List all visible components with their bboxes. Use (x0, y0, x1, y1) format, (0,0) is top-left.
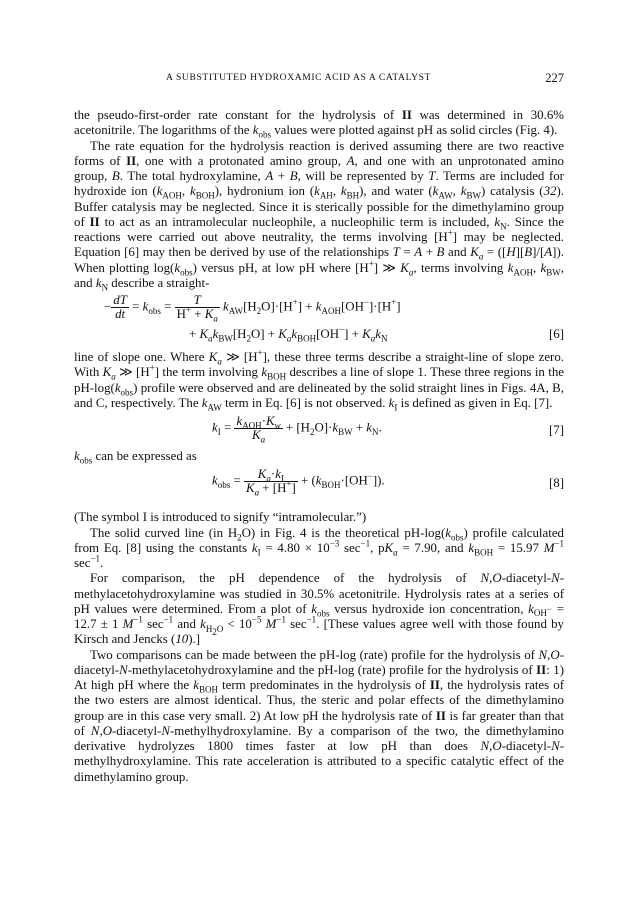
paragraph-3: line of slope one. Where $K_a$ ≫ [H+], these three terms describe a straight-line of slope zero. With $K_a$ ≫ [H+] the term involving $k_{BOH}$ describes a line of slope 1. These three regions in the $pH-\log(k_{obs})$ profile were observed and are delineated by the solid straight lines in Figs. 4A, B, and C, respectively. The $k_{AW}$ term in Eq. [6] is not observed. $k_I$ is defined as given in Eq. [7]. (74, 347, 564, 413)
paragraph-2: The rate equation for the hydrolysis reaction is derived assuming there are two reactive forms of II, one with a protonated amino group, A, and one with an unprotonated amino group, B. The total hydroxylamine, A + B, will be represented by T. Terms are included for hydroxide ion ($k_{AOH}$, $k_{BOH}$), hydronium ion ($k_{AH}$, $k_{BH}$), and water ($k_{AW}$, $k_{BW}$) catalysis (32). Buffer catalysis may be neglected. Since it is sterically possible for the dimethylamino group of II to act as an intramolecular nucleophile, a nucleophilic term is included, $k_N$. Since the reactions were carried out above neutrality, the terms involving [H+] may be neglected. Equation [6] may then be derived by use of the relationships T = A + B and $K_a = ([H][B]/[A])$. When plotting $\log(k_{obs})$ versus pH, at low pH where [H+] ≫ $K_a$, terms involving $k_{AOH}$, $k_{BW}$, and $k_N$ describe a straight- (74, 138, 565, 293)
equation-8: $k_{obs}$ = $\frac{K_a\cdot k_I}{K_a + [H^+]}$ + $(k_{BOH}\cdot[OH^-])$. [8] (212, 467, 564, 498)
equation-8-label: [8] (548, 476, 564, 491)
equation-6: − $\frac{dT}{dt}$ = $k_{obs}$ = $\frac{T}{H^+ + K_a}$ $k_{AW}[H_2O]\cdot[H^+] + k_{AOH}[OH^-]\cdot[H^+]$ + $K_ak_{BW}[H_2O] + K_ak_{BOH}[OH^-] + K_ak_N$ [6] (104, 293, 564, 344)
article-body (74, 108, 564, 785)
running-title: A SUBSTITUTED HYDROXAMIC ACID AS A CATALYST (166, 72, 432, 83)
equation-6-label: [6] (548, 327, 564, 341)
page-number: 227 (545, 71, 564, 85)
paragraph-1: the pseudo-first-order rate constant for the hydrolysis of II was determined in 30.6% acetonitrile. The logarithms of the $k_{obs}$ values were plotted against pH as solid circles (Fig. 4). (74, 108, 564, 140)
paragraph-8: Two comparisons can be made between the pH-log (rate) profile for the hydrolysis of N,O-diacetyl-N-methylacetohydroxylamine and the pH-log (rate) profile for the hydrolysis of II: 1) At high pH where the $k_{BOH}$ term predominates in the hydrolysis of II, the hydrolysis rates of the two esters are almost identical. Thus, the steric and polar effects of the dimethylamino group are in this case very small. 2) At low pH the hydrolysis rate of II is far greater than that of N,O-diacetyl-N-methylhydroxylamine. By a comparison of the two, the dimethylamino derivative hydrolyzes 1800 times faster at low pH than does N,O-diacetyl-N-methylhydroxylamine. This rate acceleration is attributed to a specific catalytic effect of the dimethylamino group. (74, 647, 565, 784)
paragraph-7: For comparison, the pH dependence of the hydrolysis of N,O-diacetyl-N-methylacetohydroxylamine was studied in 30.5% acetonitrile. Hydrolysis rates at a series of pH values were determined. From a plot of $k_{obs}$ versus hydroxide ion concentration, $k_{OH^-} = 12.7 \pm 1$ $M^{-1}$ $\sec^{-1}$ and $k_{H_2O} < 10^{-5}$ $M^{-1}$ $\sec^{-1}$. [These values agree well with those found by Kirsch and Jencks (10).] (74, 571, 565, 647)
equation-7-label: [7] (548, 423, 564, 437)
paragraph-6: The solid curved line (in $H_2O$) in Fig. 4 is the theoretical $pH-\log(k_{obs})$ profile calculated from Eq. [8] using the constants $k_I = 4.80 \times 10^{-3}$ $\sec^{-1}$, $pK_a = 7.90$, and $k_{BOH} = 15.97$ $M^{-1}$ $\sec^{-1}$. (74, 525, 565, 570)
equation-7: $k_I$ = $\frac{k_{AOH}\cdot K_w}{K_a}$ + $[H_2O]\cdot k_{BW} + k_N$. [7] (212, 414, 564, 445)
paragraph-5: (The symbol I is introduced to signify “intramolecular.”) (74, 510, 367, 525)
page-header (74, 72, 564, 88)
paragraph-4: $k_{obs}$ can be expressed as (74, 449, 197, 466)
